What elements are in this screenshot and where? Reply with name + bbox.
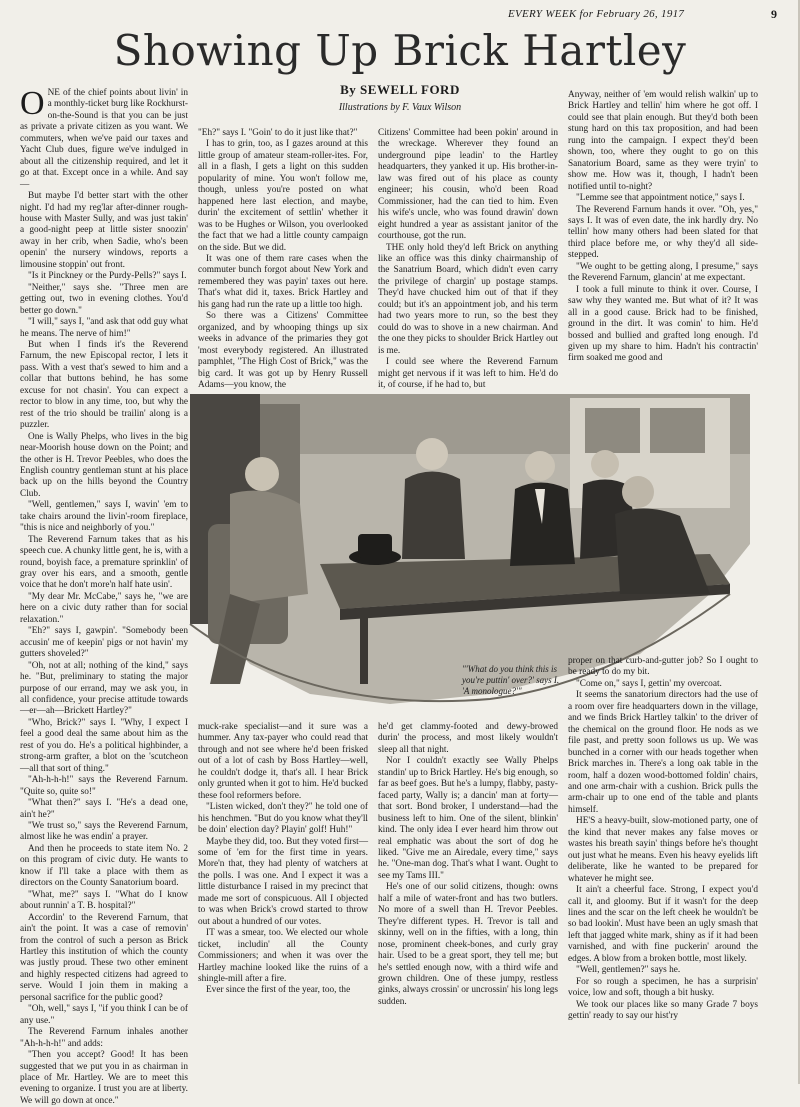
- paragraph: "My dear Mr. McCabe," says he, "we are here on a civic duty rather than for social relaxation.": [20, 591, 188, 625]
- paragraph: Accordin' to the Reverend Farnum, that ain't the point. It was a case of removin' from the control of such a person as Brick Hartley this institution of which the county was justly proud. These two other eminent and highly respected citizens had agreed to serve. Would I join them in making a personal sacrifice for the public good?: [20, 912, 188, 1003]
- column-4-bottom: [568, 656, 758, 1072]
- column-3-top: [378, 128, 558, 392]
- paragraph: It seems the sanatorium directors had the use of a room over fire headquarters down in the village, and we finds Brick Hartley talkin' to the driver of the chemical on the ground floor. He nods as we file past, and pretty soon follows us up. We was bunched in a corner with our heads together when Brick marches in. There's a long oak table in the room, half a dozen wood-bottomed foldin' chairs, and one arm-chair with a cushion. Brick pulls the arm-chair up to one end of the table and plants himself.: [568, 690, 758, 815]
- paragraph: "I will," says I, "and ask that odd guy what he means. The nerve of him!": [20, 317, 188, 339]
- column-1-text: [20, 85, 188, 1107]
- illustration-caption: "'What do you think this is you're puttin' over?' says I. 'A monologue?'": [462, 664, 560, 696]
- paragraph: "Oh, not at all; nothing of the kind," says he. "But, preliminary to stating the major purpose of our errand, may we ask you, in all confidence, your precise attitude towards—er—ah—Brickett Hartley?": [20, 660, 188, 717]
- article-title: Showing Up Brick Hartley: [113, 26, 687, 75]
- paragraph: HE'S a heavy-built, slow-motioned party, one of the kind that never makes any false moves or wastes his breath sayin' things before he's thought out just what he means. Even his heavy eyelids lift deliberate, like he wanted to be prepared for whatever he might see.: [568, 816, 758, 884]
- paragraph: "What then?" says I. "He's a dead one, ain't he?": [20, 798, 188, 820]
- paragraph: proper on that curb-and-gutter job? So I ought to be ready to do my bit.: [568, 656, 758, 678]
- paragraph: The Reverend Farnum takes that as his speech cue. A chunky little gent, he is, with a round, boyish face, a premature sprinklin' of gray over his ears, and a smooth, gentle voice that he don't more'n half hate usin'.: [20, 534, 188, 591]
- drop-cap: O: [20, 85, 45, 122]
- paragraph: For so rough a specimen, he has a surprisin' voice, low and soft, though a bit husky.: [568, 976, 758, 999]
- page-number: 9: [771, 7, 777, 21]
- illustrator-credit: Illustrations by F. Vaux Wilson: [338, 102, 462, 113]
- paragraph: One is Wally Phelps, who lives in the big near-Moorish house down on the Point; and the other is H. Trevor Peebles, who does the English country gentleman stunt at his place back up on the hills beyond the Country Club.: [20, 431, 188, 499]
- paragraph: But when I finds it's the Reverend Farnum, the new Episcopal rector, I lets it pass. With a vest that's sewed to him and a collar that buttons behind, he has some excuse for not chasin'. You can expect a rector to blow in any time, too, but why the rest of the trio should be trailin' along is a puzzler.: [20, 339, 188, 431]
- paragraph: Nor I couldn't exactly see Wally Phelps standin' up to Brick Hartley. He's big enough, so far as beef goes. But he's a lumpy, flabby, pasty-faced party, Wally is; a dancin' man at forty—that sort. Bond broker, I understand—had the business left to him. One of the silent, blinkin' kind. The only idea I ever heard him throw out real emphatic was about the sort of dog he liked. "Give me an Airedale, every time," says he. "One-man dog. That's what I want. Ought to see my Tams III.": [378, 756, 558, 881]
- paragraph: Anyway, neither of 'em would relish walkin' up to Brick Hartley and tellin' him where he got off. I could see that plain enough. But they'd both been stung hard on this tax proposition, and had been rung into the campaign. I expect they'd been shown, too, where they ought to go on this Sanatorium Board, same as they were tryin' to show me. How was it, though, I hadn't been notified until to-night?: [568, 90, 758, 192]
- paragraph: "Well, gentlemen?" says he.: [576, 965, 681, 976]
- paragraph: But maybe I'd better start with the other night. I'd had my reg'lar after-dinner rough-house with Master Sully, and was just takin' a good-night peep at little sister snoozin' away in her crib, when Sadie, who's been openin' the nursery windows, reports a limousine stoppin' out front.: [20, 191, 188, 270]
- paragraph: "Neither," says she. "Three men are getting out, two in evening clothes. You'd better go down.": [20, 282, 188, 316]
- paragraph: The Reverend Farnum inhales another "Ah-h-h-h!" and adds:: [20, 1027, 188, 1049]
- paragraph: So there was a Citizens' Committee organized, and by whooping things up six weeks in advance of the primaries they got 'most everybody registered. An illustrated pamphlet, "The High Cost of Brick," was the big card. It was got up by Henry Russell Adams—you know, the: [198, 311, 368, 390]
- column-4-top: [568, 90, 758, 392]
- column-4-top-text: [568, 90, 758, 365]
- column-2-bottom: [198, 722, 368, 1072]
- column-3-bottom-text: [378, 722, 558, 1008]
- paragraph: IT was a smear, too. We elected our whole ticket, includin' all the County Commissioners; and when it was over the Hartley machine looked like the ruins of a shingle-mill after a fire.: [198, 928, 368, 984]
- byline: By SEWELL FORD: [340, 82, 460, 97]
- paragraph: Maybe they did, too. But they voted first—some of 'em for the first time in years. More'n that, they had plenty of watchers at the polls. I was one. And I expect it was a little disturbance I raised in my precinct that made me sort of conspicuous. All I objected to was when Brick's crowd started to throw out about a hundred of our votes.: [198, 836, 368, 927]
- paragraph: "Eh?" says I. "Goin' to do it just like that?": [198, 128, 358, 138]
- paragraph: he'd get clammy-footed and dewy-browed durin' the process, and most likely wouldn't sleep all that night.: [378, 722, 558, 755]
- paragraph: He's one of our solid citizens, though: owns half a mile of water-front and has two butlers. No more of a swell than H. Trevor Peebles. They're different types. H. Trevor is tall and skinny, well on in the fifties, with a long, thin nose, prominent cheek-bones, and curly gray hair. Used to be a great sport, they tell me; but he's settled enough now, with a third wife and grown children. One of these jumpy, restless ginks, always crossin' or uncrossin' his long legs sudden.: [378, 882, 558, 1007]
- column-1: [20, 85, 188, 1106]
- paragraph: "Well, gentlemen," says I, wavin' 'em to take chairs around the livin'-room fireplace, "this is nice and neighborly of you.": [20, 500, 188, 534]
- column-2-top-text: [198, 128, 368, 391]
- paragraph: muck-rake specialist—and it sure was a hummer. Any tax-payer who could read that through and not see where he'd been frisked out of a lot of cash by Boss Hartley—well, he couldn't dodge it, that's all. I hear Brick only grunted when it got to him. He'd bucked these fool reformers before.: [198, 722, 368, 801]
- column-2-top: [198, 128, 368, 392]
- publication-header: EVERY WEEK for February 26, 1917: [508, 8, 685, 20]
- paragraph: I could see where the Reverend Farnum might get nervous if it was left to him. He'd do it, of course, if he had to, but: [378, 357, 558, 390]
- column-2-bottom-text: [198, 722, 368, 997]
- paragraph: I took a full minute to think it over. Course, I saw why they wanted me. But what of it? It was all in a good cause. Brick had to be finished, ground in the dirt. It was comin' to him. He'd bossed and bullied and grafted long enough. I'd given up my share to him. Hadn't his contractin' firm soaked me good and: [568, 284, 758, 364]
- paragraph: THE only hold they'd left Brick on anything like an office was this dinky chairmanship of the Sanatrium Board, which didn't even carry the privilege of chargin' up postage stamps. They'd have chucked him out of that if they could; but it's an appointment job, and his term had two years more to run, so the best they could do was to shove in a new chairman. And the one they picks to shoulder Brick Hartley out is me.: [378, 242, 558, 356]
- paragraph: "Eh?" says I, gawpin'. "Somebody been accusin' me of keepin' pigs or not havin' my gutters shoveled?": [20, 626, 188, 660]
- paragraph: "Lemme see that appointment notice," says I.: [576, 193, 745, 204]
- column-3-bottom: [378, 722, 558, 1072]
- paragraph: Citizens' Committee had been pokin' around in the wreckage. Wherever they found an underground pipe leadin' to the Hartley headquarters, they yanked it up. His brother-in-law was fired out of his place as county engineer; his cousin, who'd been Road Commissioner, had the can tied to him. Even his wife's uncle, who was found drawin' down eight hundred a year as assistant janitor of the courthouse, got the run.: [378, 128, 558, 242]
- paragraph: "Who, Brick?" says I. "Why, I expect I feel a good deal the same about him as the rest of you do. He's a political highbinder, a strong-arm grafter, a blot on the 'scutcheon—all that sort of thing.": [20, 717, 188, 774]
- paragraph: I has to grin, too, as I gazes around at this little group of amateur steam-roller-ites. For, all in a flash, I gets a light on this sudden popularity of mine. You won't follow me, though, unless you're posted on what happened here last election, and maybe, durin' the excitement of settlin' whether it was to be Hughes or Wilson, you overlooked the fact that we had a little county campaign on the side. But we did.: [198, 139, 368, 253]
- paragraph: The Reverend Farnum hands it over. "Oh, yes," says I. It was of even date, the ink hardly dry. No tellin' how many others had been slated for that third place before me, or why they'd all side-stepped.: [568, 204, 758, 261]
- column-3-top-text: [378, 128, 558, 391]
- paragraph: "Then you accept? Good! It has been suggested that we put you in as chairman in place of Mr. Hartley. We are to meet this evening to organize. I trust you are at liberty. We will go down at once.": [20, 1050, 188, 1106]
- paragraph: "Oh, well," says I, "if you think I can be of any use.": [20, 1004, 188, 1026]
- paragraph: "What, me?" says I. "What do I know about runnin' a T. B. hospital?": [20, 889, 188, 912]
- paragraph: "Is it Pinckney or the Purdy-Pells?" says I.: [28, 271, 187, 282]
- paragraph: "Listen wicked, don't they?" he told one of his henchmen. "But do you know what they'll be doin' election day? Playin' golf! Huh!": [198, 802, 368, 836]
- paragraph: "We ought to be getting along, I presume," says the Reverend Farnum, glancin' at me expectant.: [568, 261, 758, 284]
- paragraph: Ever since the first of the year, too, the: [206, 985, 351, 996]
- paragraph: NE of the chief points about livin' in a monthly-ticket burg like Rockhurst-on-the-Sound is that you can be just as private a private citizen as you want. We commuters, when we've paid our taxes and Yacht Club dues, figure we've indulged in about all the citizenship required, and let it go at that. Except once in a while. And say—: [20, 88, 188, 190]
- column-4-bottom-text: [568, 656, 758, 1023]
- paragraph: "Ah-h-h-h!" says the Reverend Farnum. "Quite so, quite so!": [20, 775, 188, 797]
- paragraph: We took our places like so many Grade 7 boys gettin' ready to say our hist'ry: [568, 999, 758, 1022]
- paragraph: And then he proceeds to state item No. 2 on this program of civic duty. He wants to know if I'll take a place with them as directors on the County Sanatorium board.: [20, 843, 188, 889]
- paragraph: "We trust so," says the Reverend Farnum, almost like he was endin' a prayer.: [20, 821, 188, 843]
- paragraph: "Come on," says I, gettin' my overcoat.: [576, 678, 722, 689]
- paragraph: It ain't a cheerful face. Strong, I expect you'd call it, and gloomy. But if it wasn't for the deep lines and the scar on the left cheek he wouldn't be so bad lookin'. Must have been an ugly smash that left that jagged white mark, shiny as if it had been varnished, and with fine puckerin' around the edges. A blow from a broken bottle, most likely.: [568, 885, 758, 964]
- paragraph: It was one of them rare cases when the commuter bunch forgot about New York and remembered they was payin' taxes out here. That's what did it, taxes. Brick Hartley and his gang had run the rate up a little too high.: [198, 253, 368, 310]
